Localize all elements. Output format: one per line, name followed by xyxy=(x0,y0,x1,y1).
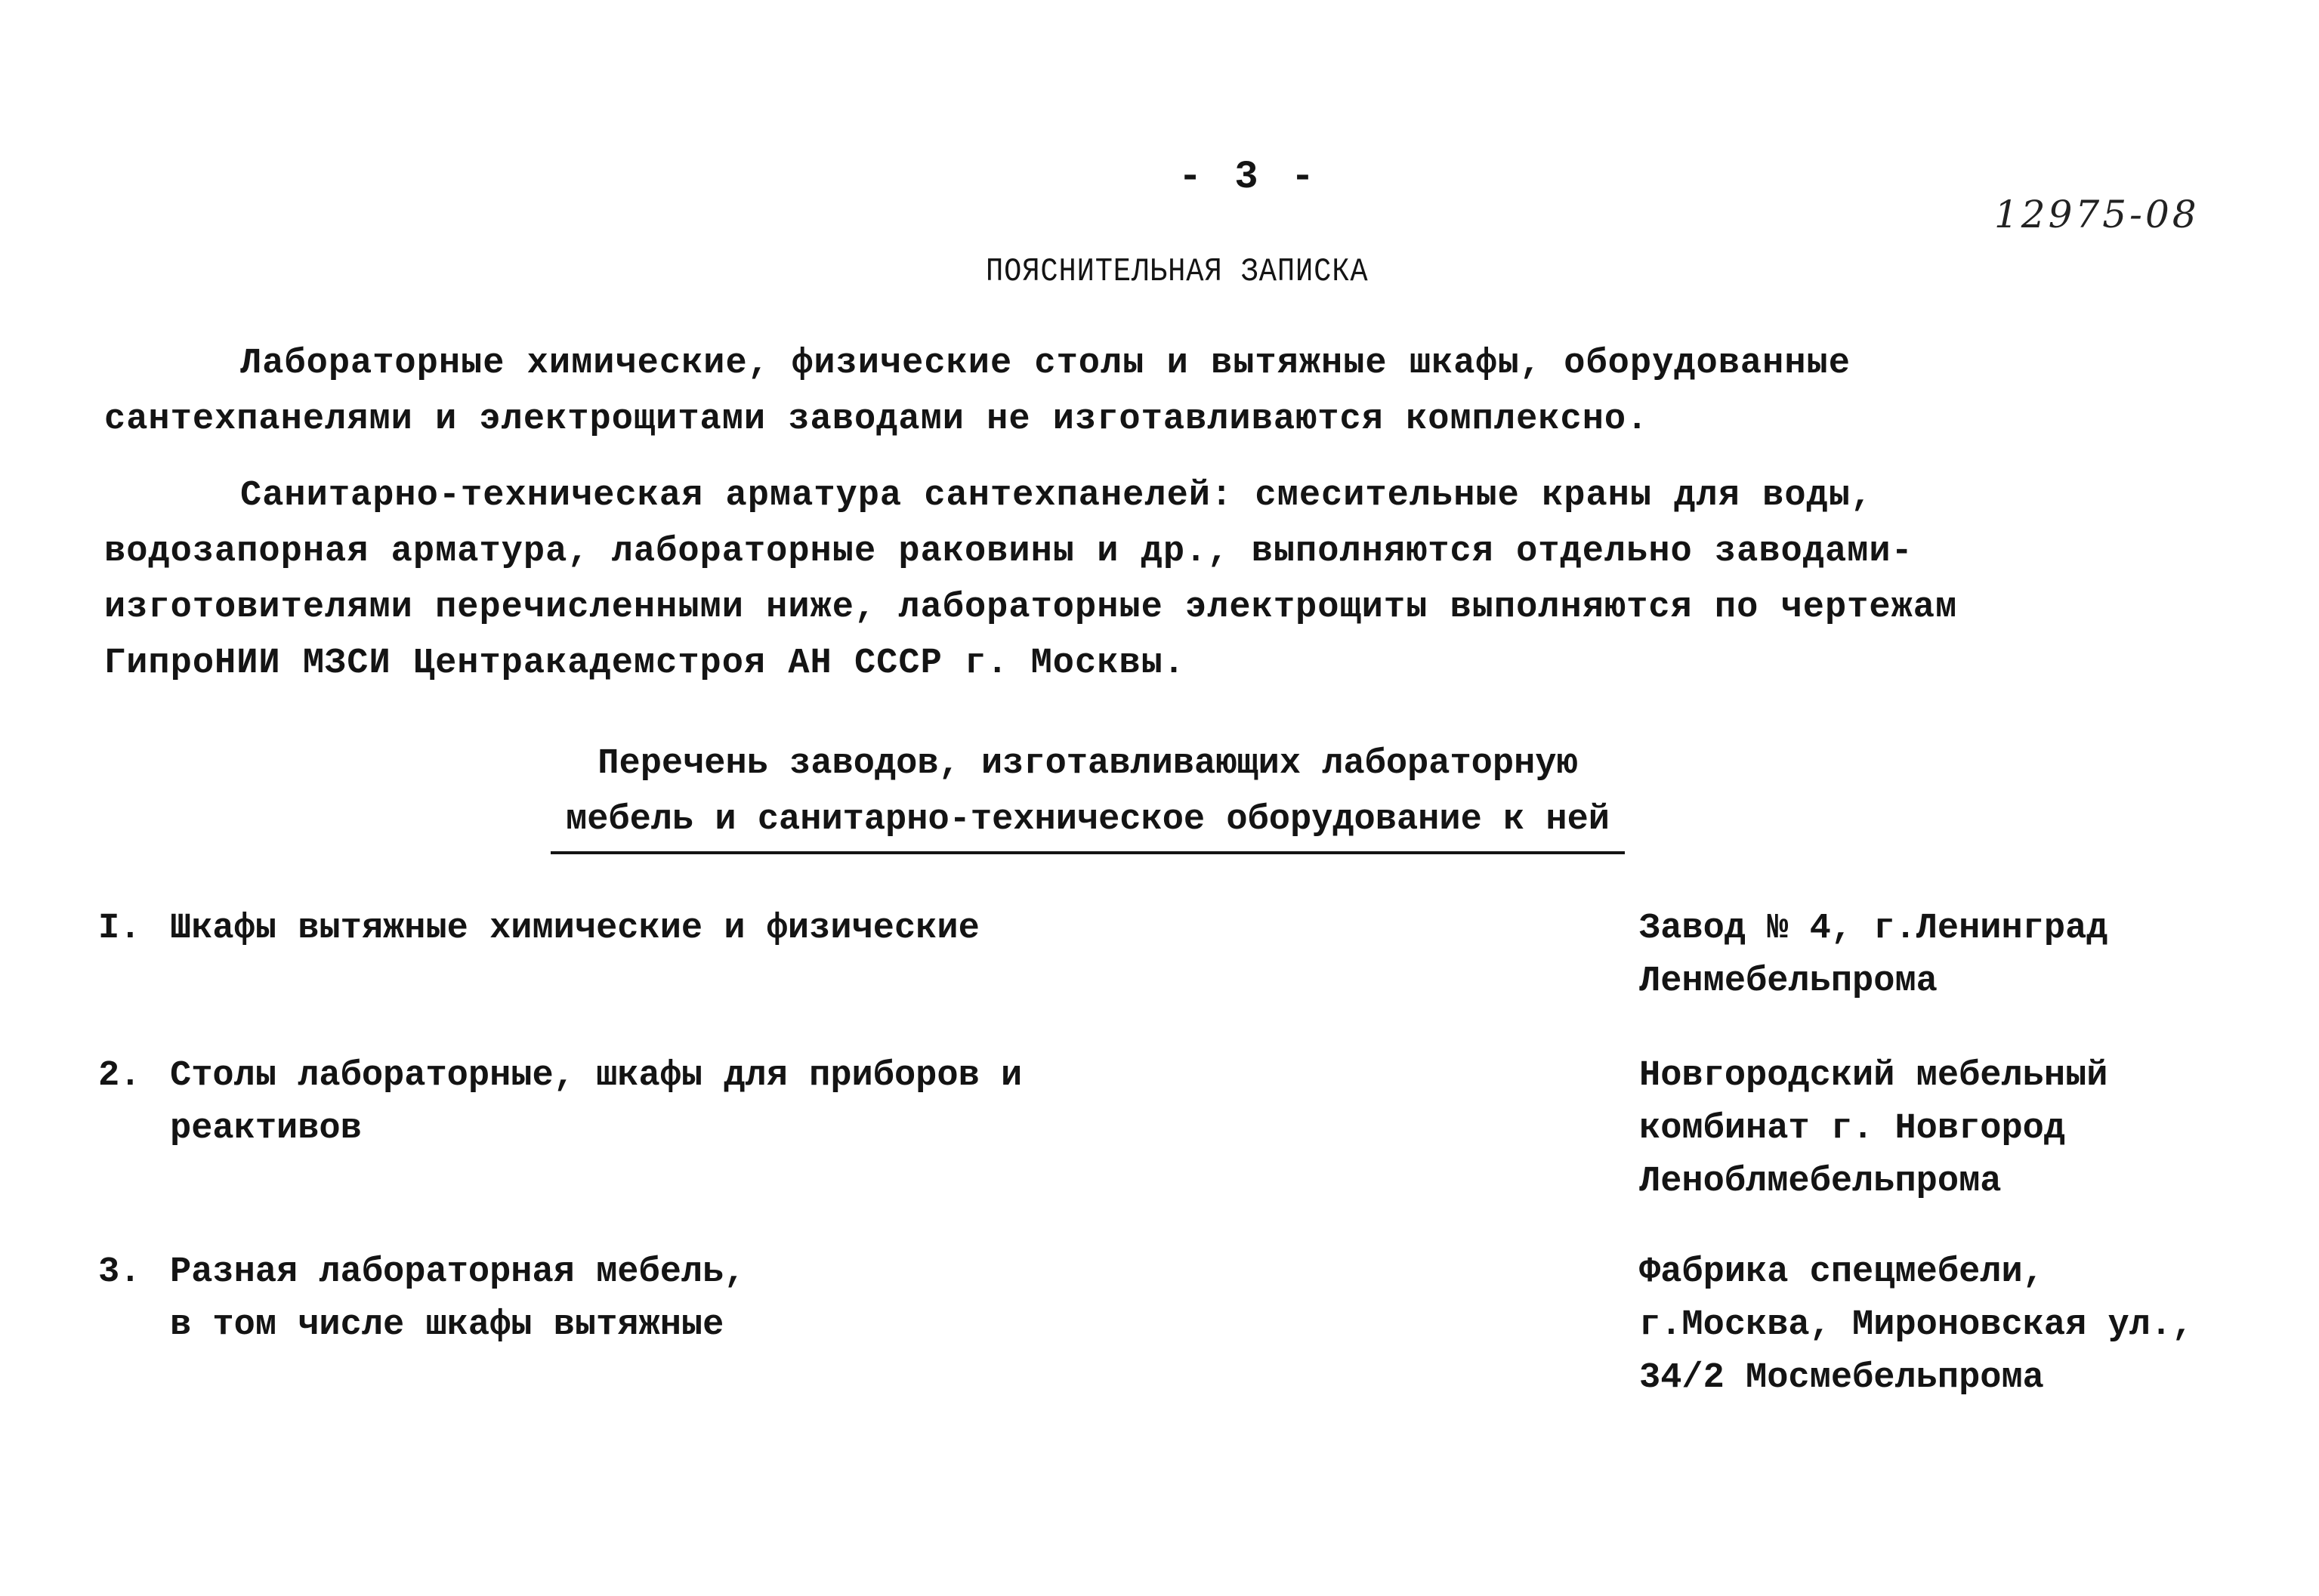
factory-line-1: Новгородский мебельный xyxy=(1639,1056,2108,1096)
factory-line-2: г.Москва, Мироновская ул., xyxy=(1639,1305,2194,1345)
factory-line-3: 34/2 Мосмебельпрома xyxy=(1639,1358,2044,1398)
list-heading xyxy=(521,736,1654,854)
paragraph-1-line-2: сантехпанелями и электрощитами заводами не изготавливаются комплексно. xyxy=(104,400,1649,440)
list-item-text-line-1: Разная лабораторная мебель, xyxy=(170,1252,746,1292)
list-item xyxy=(98,1050,1022,1156)
list-heading-line-2: мебель и санитарно-техническое оборудование к ней xyxy=(551,792,1625,854)
factory-info xyxy=(1639,903,2108,1008)
factory-line-3: Леноблмебельпрома xyxy=(1639,1162,2002,1202)
paragraph-2-line-3: изготовителями перечисленными ниже, лабораторные электрощиты выполняются по чертежам xyxy=(104,588,1958,628)
list-item-number: I. xyxy=(98,909,141,949)
factory-line-1: Завод № 4, г.Ленинград xyxy=(1639,909,2108,949)
factory-line-2: Ленмебельпрома xyxy=(1639,962,1938,1002)
page-title: ПОЯСНИТЕЛЬНАЯ ЗАПИСКА xyxy=(986,253,1369,291)
paragraph-2-line-2: водозапорная арматура, лабораторные раковины и др., выполняются отдельно заводами- xyxy=(104,532,1913,572)
paragraph-1-line-1: Лабораторные химические, физические столы и вытяжные шкафы, оборудованные xyxy=(240,344,1851,384)
factory-line-2: комбинат г. Новгород xyxy=(1639,1109,2066,1149)
paragraph-2-line-4: ГипроНИИ МЗСИ Центракадемстроя АН СССР г. Москвы. xyxy=(104,644,1186,684)
page-number: - 3 - xyxy=(1178,155,1320,199)
list-item-text-line-2: в том числе шкафы вытяжные xyxy=(170,1305,724,1345)
list-item-number: 2. xyxy=(98,1056,141,1096)
factory-info xyxy=(1639,1246,2193,1405)
list-item-text-line-1: Столы лабораторные, шкафы для приборов и xyxy=(170,1056,1023,1096)
paragraph-2 xyxy=(104,468,2219,692)
list-heading-line-1: Перечень заводов, изготавливающих лабораторную xyxy=(598,744,1578,784)
list-item-text-line-1: Шкафы вытяжные химические и физические xyxy=(170,909,980,949)
paragraph-2-line-1: Санитарно-техническая арматура сантехпанелей: смесительные краны для воды, xyxy=(240,476,1873,516)
document-code: 12975-08 xyxy=(1994,193,2200,236)
list-item-number: 3. xyxy=(98,1252,141,1292)
list-item-text-line-2: реактивов xyxy=(170,1109,362,1149)
list-item xyxy=(98,1246,746,1352)
list-item xyxy=(98,903,980,955)
factory-info xyxy=(1639,1050,2108,1209)
factory-line-1: Фабрика спецмебели, xyxy=(1639,1252,2044,1292)
paragraph-1 xyxy=(104,336,2219,448)
